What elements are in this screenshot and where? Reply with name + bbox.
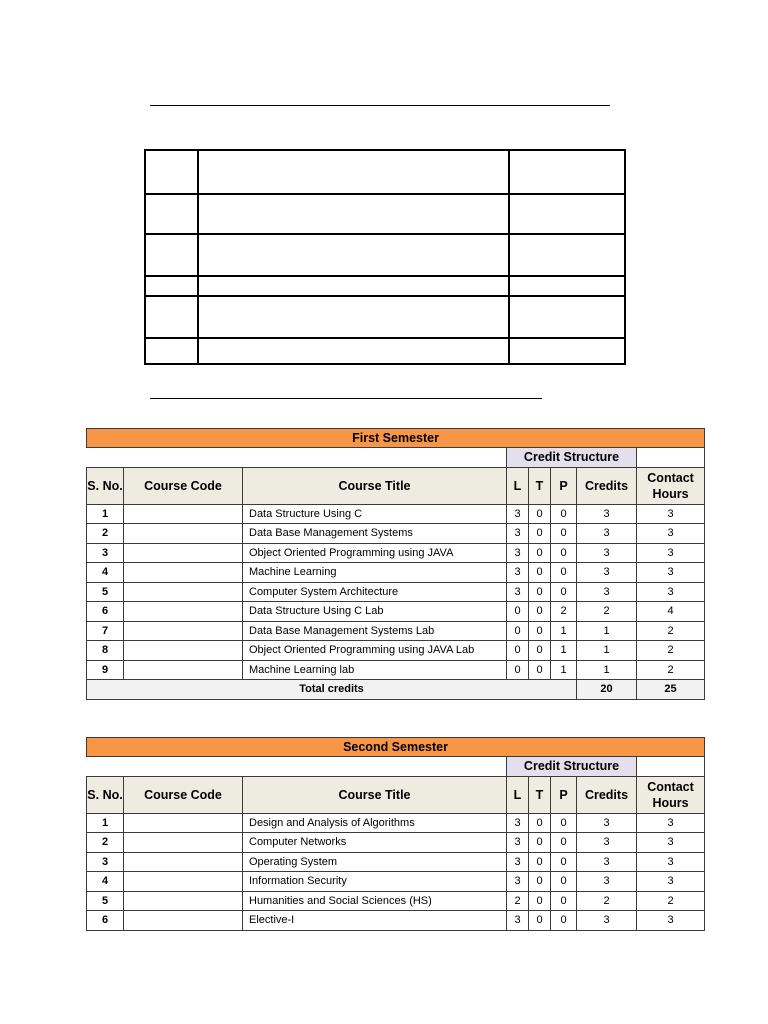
total-credits: 20 xyxy=(577,680,637,700)
col-l: L xyxy=(507,776,529,813)
course-row xyxy=(87,872,705,892)
practical-hours: 1 xyxy=(551,660,577,680)
course-row xyxy=(87,813,705,833)
course-code xyxy=(124,582,243,602)
course-sno: 3 xyxy=(87,852,124,872)
practical-hours: 0 xyxy=(551,504,577,524)
summary-row xyxy=(145,276,625,296)
course-title: Data Base Management Systems Lab xyxy=(243,621,507,641)
course-contact-hours: 3 xyxy=(637,563,705,583)
total-contact-hours: 25 xyxy=(637,680,705,700)
lecture-hours: 3 xyxy=(507,911,529,931)
lecture-hours: 0 xyxy=(507,660,529,680)
course-row xyxy=(87,660,705,680)
col-t: T xyxy=(529,776,551,813)
col-l: L xyxy=(507,467,529,504)
course-title: Machine Learning xyxy=(243,563,507,583)
course-sno: 4 xyxy=(87,563,124,583)
course-title: Data Structure Using C Lab xyxy=(243,602,507,622)
course-row xyxy=(87,833,705,853)
semester-title: First Semester xyxy=(87,429,705,448)
summary-row xyxy=(145,296,625,338)
course-title: Object Oriented Programming using JAVA xyxy=(243,543,507,563)
col-sno: S. No. xyxy=(87,467,124,504)
course-credits: 2 xyxy=(577,891,637,911)
tutorial-hours: 0 xyxy=(529,833,551,853)
course-sno: 2 xyxy=(87,833,124,853)
semester-title: Second Semester xyxy=(87,738,705,757)
col-sno: S. No. xyxy=(87,776,124,813)
course-title: Computer System Architecture xyxy=(243,582,507,602)
course-row xyxy=(87,641,705,661)
course-title: Data Structure Using C xyxy=(243,504,507,524)
lecture-hours: 2 xyxy=(507,891,529,911)
course-credits: 3 xyxy=(577,911,637,931)
course-credits: 3 xyxy=(577,813,637,833)
course-sno: 2 xyxy=(87,524,124,544)
course-row xyxy=(87,563,705,583)
lecture-hours: 3 xyxy=(507,872,529,892)
course-row xyxy=(87,543,705,563)
course-credits: 3 xyxy=(577,563,637,583)
course-code xyxy=(124,660,243,680)
practical-hours: 0 xyxy=(551,582,577,602)
lecture-hours: 3 xyxy=(507,582,529,602)
course-contact-hours: 3 xyxy=(637,524,705,544)
col-p: P xyxy=(551,467,577,504)
summary-row xyxy=(145,194,625,234)
practical-hours: 2 xyxy=(551,602,577,622)
tutorial-hours: 0 xyxy=(529,852,551,872)
course-contact-hours: 3 xyxy=(637,504,705,524)
course-code xyxy=(124,504,243,524)
lecture-hours: 3 xyxy=(507,504,529,524)
course-credits: 3 xyxy=(577,504,637,524)
course-credits: 3 xyxy=(577,524,637,544)
first-semester-table xyxy=(86,428,705,700)
credit-structure-header: Credit Structure xyxy=(507,757,637,777)
col-course-title: Course Title xyxy=(243,776,507,813)
tutorial-hours: 0 xyxy=(529,563,551,583)
tutorial-hours: 0 xyxy=(529,543,551,563)
summary-box xyxy=(144,149,626,365)
course-row xyxy=(87,852,705,872)
course-title: Humanities and Social Sciences (HS) xyxy=(243,891,507,911)
tutorial-hours: 0 xyxy=(529,813,551,833)
course-credits: 1 xyxy=(577,641,637,661)
lecture-hours: 0 xyxy=(507,641,529,661)
course-credits: 3 xyxy=(577,833,637,853)
course-title: Object Oriented Programming using JAVA Lab xyxy=(243,641,507,661)
course-credits: 1 xyxy=(577,660,637,680)
col-contact-hours: Contact Hours xyxy=(637,776,705,813)
course-code xyxy=(124,891,243,911)
col-t: T xyxy=(529,467,551,504)
practical-hours: 0 xyxy=(551,833,577,853)
practical-hours: 0 xyxy=(551,872,577,892)
total-row xyxy=(87,680,705,700)
credit-structure-header: Credit Structure xyxy=(507,448,637,468)
top-rule xyxy=(150,105,610,106)
lecture-hours: 3 xyxy=(507,852,529,872)
course-sno: 4 xyxy=(87,872,124,892)
course-credits: 3 xyxy=(577,852,637,872)
course-sno: 8 xyxy=(87,641,124,661)
lecture-hours: 3 xyxy=(507,563,529,583)
col-course-code: Course Code xyxy=(124,776,243,813)
course-row xyxy=(87,582,705,602)
course-contact-hours: 4 xyxy=(637,602,705,622)
course-contact-hours: 2 xyxy=(637,891,705,911)
course-sno: 5 xyxy=(87,582,124,602)
course-code xyxy=(124,872,243,892)
course-row xyxy=(87,504,705,524)
course-sno: 1 xyxy=(87,504,124,524)
course-credits: 3 xyxy=(577,872,637,892)
col-course-code: Course Code xyxy=(124,467,243,504)
header-row xyxy=(87,467,705,504)
course-contact-hours: 3 xyxy=(637,543,705,563)
course-credits: 3 xyxy=(577,543,637,563)
course-row xyxy=(87,911,705,931)
course-sno: 3 xyxy=(87,543,124,563)
col-contact-hours: Contact Hours xyxy=(637,467,705,504)
tutorial-hours: 0 xyxy=(529,891,551,911)
col-credits: Credits xyxy=(577,776,637,813)
practical-hours: 0 xyxy=(551,891,577,911)
course-credits: 2 xyxy=(577,602,637,622)
course-contact-hours: 2 xyxy=(637,660,705,680)
course-credits: 1 xyxy=(577,621,637,641)
course-contact-hours: 3 xyxy=(637,582,705,602)
course-code xyxy=(124,852,243,872)
course-sno: 6 xyxy=(87,911,124,931)
lecture-hours: 0 xyxy=(507,621,529,641)
col-credits: Credits xyxy=(577,467,637,504)
tutorial-hours: 0 xyxy=(529,641,551,661)
practical-hours: 0 xyxy=(551,563,577,583)
course-code xyxy=(124,524,243,544)
course-title: Information Security xyxy=(243,872,507,892)
course-contact-hours: 3 xyxy=(637,833,705,853)
practical-hours: 0 xyxy=(551,911,577,931)
total-label: Total credits xyxy=(87,680,577,700)
course-code xyxy=(124,641,243,661)
course-sno: 7 xyxy=(87,621,124,641)
tutorial-hours: 0 xyxy=(529,582,551,602)
tutorial-hours: 0 xyxy=(529,621,551,641)
course-sno: 9 xyxy=(87,660,124,680)
lecture-hours: 3 xyxy=(507,813,529,833)
course-contact-hours: 3 xyxy=(637,911,705,931)
course-title: Computer Networks xyxy=(243,833,507,853)
lecture-hours: 3 xyxy=(507,524,529,544)
course-row xyxy=(87,621,705,641)
course-title: Elective-I xyxy=(243,911,507,931)
practical-hours: 0 xyxy=(551,813,577,833)
course-contact-hours: 3 xyxy=(637,813,705,833)
course-row xyxy=(87,524,705,544)
course-code xyxy=(124,563,243,583)
course-code xyxy=(124,621,243,641)
course-row xyxy=(87,891,705,911)
course-code xyxy=(124,813,243,833)
course-row xyxy=(87,602,705,622)
header-row xyxy=(87,776,705,813)
course-credits: 3 xyxy=(577,582,637,602)
summary-row xyxy=(145,150,625,194)
course-contact-hours: 3 xyxy=(637,852,705,872)
tutorial-hours: 0 xyxy=(529,911,551,931)
course-code xyxy=(124,911,243,931)
course-title: Operating System xyxy=(243,852,507,872)
lecture-hours: 3 xyxy=(507,833,529,853)
lecture-hours: 3 xyxy=(507,543,529,563)
course-contact-hours: 2 xyxy=(637,641,705,661)
course-code xyxy=(124,543,243,563)
second-semester-table xyxy=(86,737,705,931)
middle-rule xyxy=(150,398,542,399)
col-p: P xyxy=(551,776,577,813)
course-code xyxy=(124,602,243,622)
summary-row xyxy=(145,338,625,364)
lecture-hours: 0 xyxy=(507,602,529,622)
course-sno: 5 xyxy=(87,891,124,911)
col-course-title: Course Title xyxy=(243,467,507,504)
practical-hours: 1 xyxy=(551,641,577,661)
course-sno: 1 xyxy=(87,813,124,833)
course-title: Design and Analysis of Algorithms xyxy=(243,813,507,833)
course-contact-hours: 2 xyxy=(637,621,705,641)
tutorial-hours: 0 xyxy=(529,660,551,680)
course-title: Data Base Management Systems xyxy=(243,524,507,544)
practical-hours: 0 xyxy=(551,524,577,544)
course-sno: 6 xyxy=(87,602,124,622)
practical-hours: 0 xyxy=(551,543,577,563)
tutorial-hours: 0 xyxy=(529,602,551,622)
tutorial-hours: 0 xyxy=(529,872,551,892)
tutorial-hours: 0 xyxy=(529,524,551,544)
course-contact-hours: 3 xyxy=(637,872,705,892)
tutorial-hours: 0 xyxy=(529,504,551,524)
course-title: Machine Learning lab xyxy=(243,660,507,680)
practical-hours: 1 xyxy=(551,621,577,641)
practical-hours: 0 xyxy=(551,852,577,872)
course-code xyxy=(124,833,243,853)
summary-row xyxy=(145,234,625,276)
